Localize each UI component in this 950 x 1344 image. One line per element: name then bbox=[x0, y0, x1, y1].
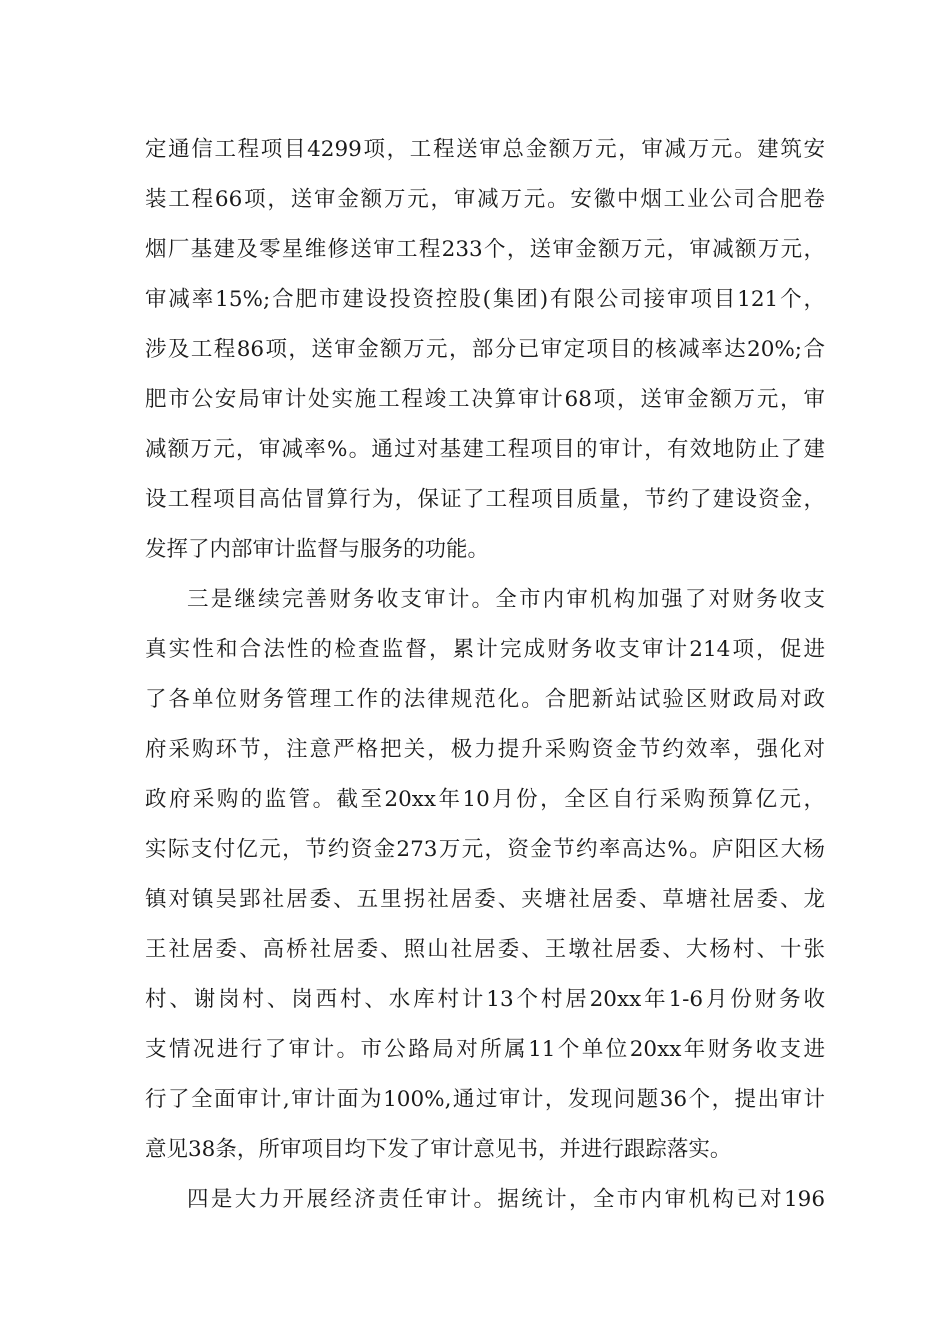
text-line: 了各单位财务管理工作的法律规范化。合肥新站试验区财政局对政 bbox=[145, 687, 825, 712]
paragraph-first-line: 四是大力开展经济责任审计。据统计，全市内审机构已对196 bbox=[187, 1187, 825, 1212]
text-line: 王社居委、高桥社居委、照山社居委、王墩社居委、大杨村、十张 bbox=[145, 937, 825, 962]
text-line: 肥市公安局审计处实施工程竣工决算审计68项，送审金额万元，审 bbox=[145, 387, 825, 412]
text-line: 实际支付亿元，节约资金273万元，资金节约率高达%。庐阳区大杨 bbox=[145, 837, 825, 862]
text-line: 装工程66项，送审金额万元，审减万元。安徽中烟工业公司合肥卷 bbox=[145, 187, 825, 212]
text-line: 真实性和合法性的检查监督，累计完成财务收支审计214项，促进 bbox=[145, 637, 825, 662]
text-line: 设工程项目高估冒算行为，保证了工程项目质量，节约了建设资金， bbox=[145, 487, 825, 512]
text-line: 意见38条，所审项目均下发了审计意见书，并进行跟踪落实。 bbox=[145, 1137, 732, 1162]
text-line: 减额万元，审减率%。通过对基建工程项目的审计，有效地防止了建 bbox=[145, 437, 825, 462]
text-line: 村、谢岗村、岗西村、水库村计13个村居20xx年1-6月份财务收 bbox=[145, 987, 825, 1012]
text-line: 行了全面审计,审计面为100%,通过审计，发现问题36个，提出审计 bbox=[145, 1087, 825, 1112]
text-line: 镇对镇吴郢社居委、五里拐社居委、夹塘社居委、草塘社居委、龙 bbox=[145, 887, 825, 912]
text-line: 定通信工程项目4299项，工程送审总金额万元，审减万元。建筑安 bbox=[145, 137, 825, 162]
text-line: 审减率15%;合肥市建设投资控股(集团)有限公司接审项目121个， bbox=[145, 287, 825, 312]
text-line: 涉及工程86项，送审金额万元，部分已审定项目的核减率达20%;合 bbox=[145, 337, 825, 362]
text-line: 府采购环节，注意严格把关，极力提升采购资金节约效率，强化对 bbox=[145, 737, 825, 762]
paragraph-first-line: 三是继续完善财务收支审计。全市内审机构加强了对财务收支 bbox=[187, 587, 825, 612]
text-line: 政府采购的监管。截至20xx年10月份，全区自行采购预算亿元， bbox=[145, 787, 825, 812]
text-line: 发挥了内部审计监督与服务的功能。 bbox=[145, 537, 490, 562]
text-line: 烟厂基建及零星维修送审工程233个，送审金额万元，审减额万元， bbox=[145, 237, 825, 262]
text-line: 支情况进行了审计。市公路局对所属11个单位20xx年财务收支进 bbox=[145, 1037, 825, 1062]
